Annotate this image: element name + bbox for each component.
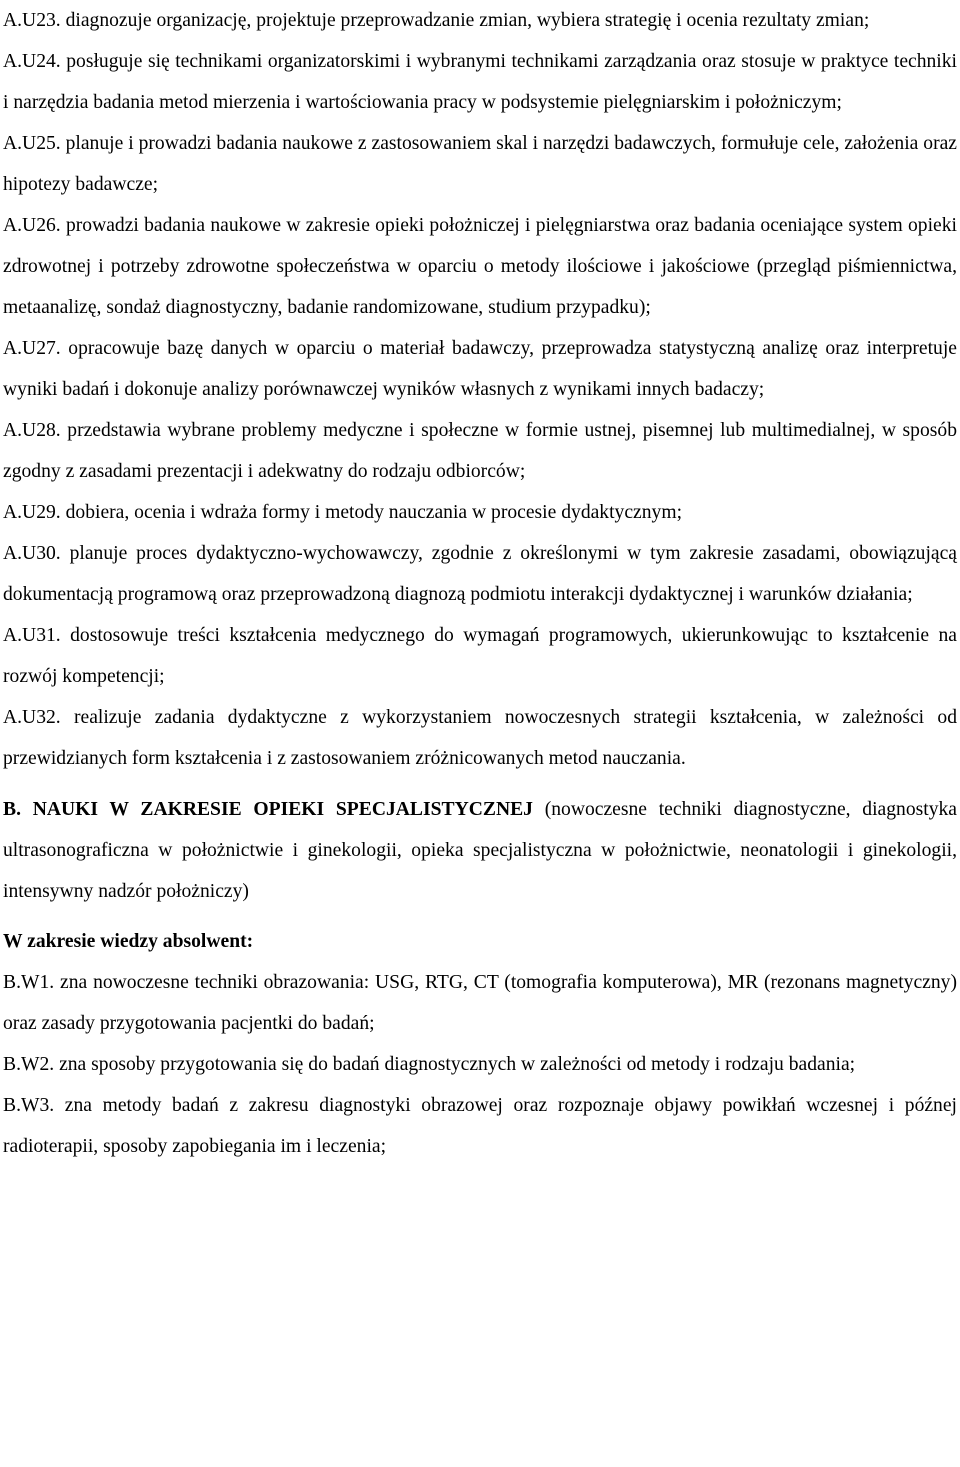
section-b-heading: B. NAUKI W ZAKRESIE OPIEKI SPECJALISTYCZNEJ xyxy=(3,799,533,820)
item-code: A.U23. xyxy=(3,10,61,31)
item-a-u23 xyxy=(3,0,957,41)
item-code: A.U27. xyxy=(3,338,61,359)
item-code: B.W2. xyxy=(3,1054,55,1075)
item-text: zna metody badań z zakresu diagnostyki obrazowej oraz rozpoznaje objawy powikłań wczesnej i późnej radioterapii, sposoby zapobiegania im i leczenia; xyxy=(3,1095,957,1157)
document-page xyxy=(3,0,957,1167)
section-b-block xyxy=(3,789,957,912)
item-a-u28 xyxy=(3,410,957,492)
section-b-description: (nowoczesne techniki diagnostyczne, diagnostyka ultrasonograficzna w położnictwie i ginekologii, opieka specjalistyczna w położnictwie, neonatologii i ginekologii, intensywny nadzór położniczy) xyxy=(3,799,957,902)
item-a-u24 xyxy=(3,41,957,123)
item-text: prowadzi badania naukowe w zakresie opieki położniczej i pielęgniarstwa oraz badania oceniające system opieki zdrowotnej i potrzeby zdrowotne społeczeństwa w oparciu o metody ilościowe i jakościowe (przegląd piśmiennictwa, metaanalizę, sondaż diagnostyczny, badanie randomizowane, studium przypadku); xyxy=(3,215,957,318)
item-text: posługuje się technikami organizatorskimi i wybranymi technikami zarządzania oraz stosuje w praktyce techniki i narzędzia badania metod mierzenia i wartościowania pracy w podsystemie pielęgniarskim i położniczym; xyxy=(3,51,957,113)
item-code: B.W3. xyxy=(3,1095,55,1116)
item-b-w3 xyxy=(3,1085,957,1167)
knowledge-heading: W zakresie wiedzy absolwent: xyxy=(3,931,254,952)
item-a-u26 xyxy=(3,205,957,328)
item-text: przedstawia wybrane problemy medyczne i społeczne w formie ustnej, pisemnej lub multimedialnej, w sposób zgodny z zasadami prezentacji i adekwatny do rodzaju odbiorców; xyxy=(3,420,957,482)
item-code: A.U28. xyxy=(3,420,61,441)
item-a-u29 xyxy=(3,492,957,533)
item-code: A.U26. xyxy=(3,215,61,236)
item-a-u31 xyxy=(3,615,957,697)
item-code: A.U31. xyxy=(3,625,61,646)
item-code: A.U24. xyxy=(3,51,61,72)
item-b-w1 xyxy=(3,962,957,1044)
item-text: zna nowoczesne techniki obrazowania: USG, RTG, CT (tomografia komputerowa), MR (rezonans magnetyczny) oraz zasady przygotowania pacjentki do badań; xyxy=(3,972,957,1034)
item-text: realizuje zadania dydaktyczne z wykorzystaniem nowoczesnych strategii kształcenia, w zależności od przewidzianych form kształcenia i z zastosowaniem zróżnicowanych metod nauczania. xyxy=(3,707,957,769)
item-a-u30 xyxy=(3,533,957,615)
item-text: planuje proces dydaktyczno-wychowawczy, zgodnie z określonymi w tym zakresie zasadami, obowiązującą dokumentacją programową oraz przeprowadzoną diagnozą podmiotu interakcji dydaktycznej i warunków działania; xyxy=(3,543,958,605)
item-text: diagnozuje organizację, projektuje przeprowadzanie zmian, wybiera strategię i ocenia rezultaty zmian; xyxy=(65,10,870,31)
item-code: A.U25. xyxy=(3,133,61,154)
item-code: A.U29. xyxy=(3,502,61,523)
item-a-u27 xyxy=(3,328,957,410)
item-a-u32 xyxy=(3,697,957,779)
item-code: A.U30. xyxy=(3,543,61,564)
item-text: planuje i prowadzi badania naukowe z zastosowaniem skal i narzędzi badawczych, formułuje cele, założenia oraz hipotezy badawcze; xyxy=(3,133,957,195)
item-text: zna sposoby przygotowania się do badań diagnostycznych w zależności od metody i rodzaju badania; xyxy=(59,1054,856,1075)
item-b-w2 xyxy=(3,1044,957,1085)
item-text: dobiera, ocenia i wdraża formy i metody nauczania w procesie dydaktycznym; xyxy=(65,502,683,523)
item-text: dostosowuje treści kształcenia medycznego do wymagań programowych, ukierunkowując to kształcenie na rozwój kompetencji; xyxy=(3,625,957,687)
item-code: B.W1. xyxy=(3,972,55,993)
item-code: A.U32. xyxy=(3,707,61,728)
item-a-u25 xyxy=(3,123,957,205)
item-text: opracowuje bazę danych w oparciu o materiał badawczy, przeprowadza statystyczną analizę oraz interpretuje wyniki badań i dokonuje analizy porównawczej wyników własnych z wynikami innych badaczy; xyxy=(3,338,957,400)
